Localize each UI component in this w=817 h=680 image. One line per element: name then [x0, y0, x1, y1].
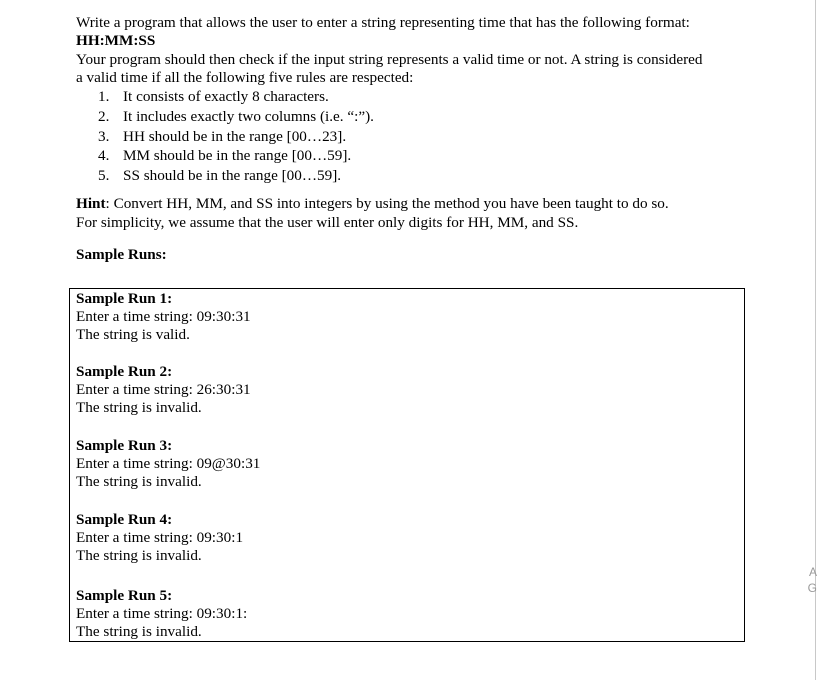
run-input: Enter a time string: 09:30:1 [76, 529, 244, 547]
run-output: The string is invalid. [76, 547, 202, 565]
sample-run [76, 587, 247, 642]
sample-runs-box [69, 288, 745, 642]
hint-line-2: For simplicity, we assume that the user will enter only digits for HH, MM, and SS. [76, 213, 579, 231]
run-title: Sample Run 4: [76, 511, 173, 528]
run-output: The string is invalid. [76, 399, 202, 417]
rule-number: 5. [98, 167, 110, 184]
intro-line-2: Your program should then check if the input string represents a valid time or not. A string is considered [76, 50, 703, 68]
rule-number: 3. [98, 127, 110, 145]
rule-text: It consists of exactly 8 characters. [123, 88, 329, 106]
rule-text: It includes exactly two columns (i.e. “:”). [123, 107, 374, 125]
hint-label: Hint [76, 194, 106, 212]
run-input: Enter a time string: 09:30:31 [76, 308, 251, 326]
document-body [76, 14, 756, 264]
edge-glyphs [807, 564, 817, 596]
intro-line-1: Write a program that allows the user to enter a string representing time that has the following format: [76, 14, 690, 31]
run-title: Sample Run 5: [76, 587, 173, 604]
hint-text: : Convert HH, MM, and SS into integers by using the method you have been taught to do so. [105, 194, 669, 212]
rule-item [98, 107, 756, 127]
sample-run [76, 290, 251, 345]
sample-runs-heading: Sample Runs: [76, 245, 167, 263]
run-output: The string is invalid. [76, 473, 202, 491]
run-title: Sample Run 1: [76, 290, 173, 307]
rule-text: SS should be in the range [00…59]. [123, 167, 342, 184]
rules-list [98, 87, 756, 186]
run-input: Enter a time string: 09:30:1: [76, 605, 248, 623]
edge-glyph: G [807, 581, 817, 595]
rule-text: MM should be in the range [00…59]. [123, 147, 352, 165]
sample-run [76, 363, 251, 418]
sample-run [76, 511, 243, 566]
edge-glyph: A [808, 565, 817, 579]
rule-item [98, 166, 756, 186]
rule-number: 2. [98, 107, 110, 125]
rule-text: HH should be in the range [00…23]. [123, 127, 347, 145]
rule-item [98, 146, 756, 166]
run-input: Enter a time string: 26:30:31 [76, 381, 251, 399]
hint-line-1 [76, 194, 756, 213]
run-output: The string is valid. [76, 326, 190, 344]
time-format: HH:MM:SS [76, 32, 156, 50]
rule-item [98, 87, 756, 107]
sample-run [76, 437, 260, 492]
rule-item [98, 127, 756, 147]
run-output: The string is invalid. [76, 623, 202, 641]
run-title: Sample Run 2: [76, 363, 173, 380]
intro-line-3: a valid time if all the following five rules are respected: [76, 68, 414, 86]
rule-number: 1. [98, 88, 110, 106]
run-input: Enter a time string: 09@30:31 [76, 455, 261, 473]
rule-number: 4. [98, 147, 110, 165]
run-title: Sample Run 3: [76, 437, 173, 454]
hint-block [76, 194, 756, 232]
